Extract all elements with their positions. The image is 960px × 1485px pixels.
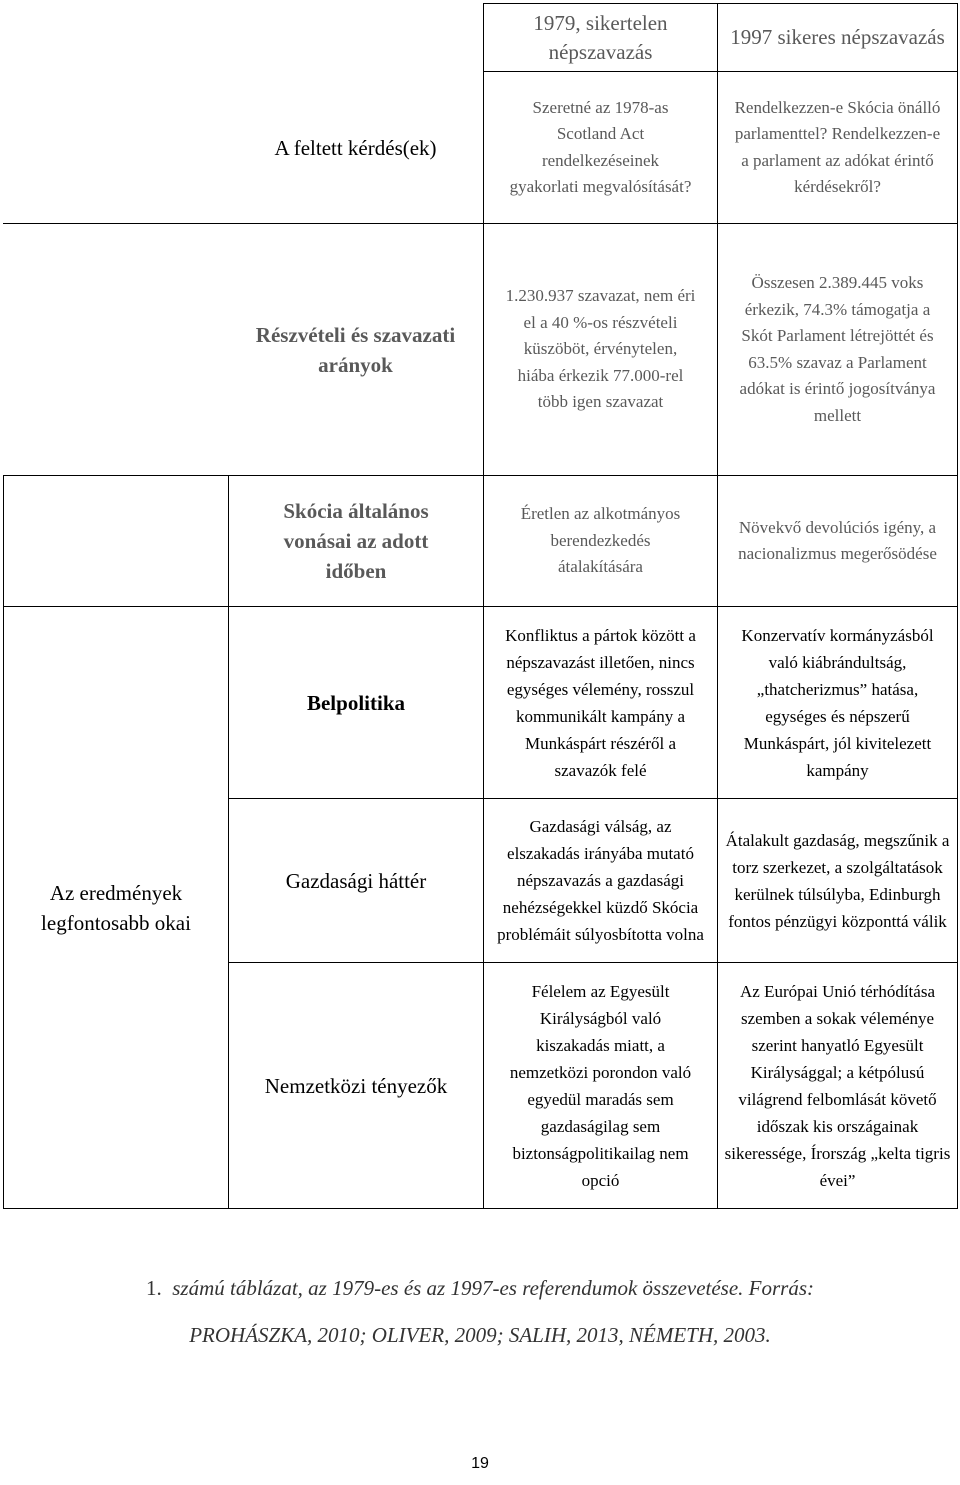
reasons-group-label-text: Az eredmények legfontosabb okai — [41, 880, 191, 935]
cell-economic-1997-text: Átalakult gazdaság, megszűnik a torz szerkezet, a szolgáltatások kerülnek túlsúlyba, Edinburgh fontos pénzügyi központtá válik — [725, 830, 950, 931]
caption-text-line1: számú táblázat, az 1979-es és az 1997-es referendumok összevetése. Forrás: — [172, 1276, 815, 1300]
table-caption-line1 — [0, 1269, 960, 1307]
cell-economic-1979-text: Gazdasági válság, az elszakadás irányába mutató népszavazás a gazdasági nehézségekkel küzdő Skócia problémáit súlyosbította volna — [497, 817, 704, 944]
caption-text-line2: PROHÁSZKA, 2010; OLIVER, 2009; SALIH, 2013, NÉMETH, 2003. — [189, 1323, 771, 1347]
table-border — [957, 3, 958, 1209]
header-1979-text: 1979, sikertelen népszavazás — [533, 10, 668, 64]
table-border-bottom — [3, 1208, 958, 1209]
cell-domestic-1979 — [484, 607, 717, 798]
cell-domestic-1979-text: Konfliktus a pártok között a népszavazást illetően, nincs egységes vélemény, rosszul kommunikált kampány a Munkáspárt részéről a szavazók felé — [505, 625, 696, 780]
row-label-domestic-text: Belpolitika — [306, 690, 406, 715]
table-caption-line2 — [0, 1316, 960, 1354]
row-label-economic-text: Gazdasági háttér — [285, 868, 427, 893]
cell-domestic-1997-text: Konzervatív kormányzásból való kiábrándultság, „thatcherizmus” hatása, egységes és népszerű Munkáspárt, jól kivitelezett kampány — [741, 625, 934, 780]
cell-participation-1979-text: 1.230.937 szavazat, nem éri el a 40 %-os részvételi küszöböt, érvénytelen, hiába érkezik 77.000-rel több igen szavazat — [505, 286, 696, 412]
cell-international-1979-text: Félelem az Egyesült Királyságból való kiszakadás miatt, a nemzetközi porondon való egyedül maradás sem gazdaságilag sem biztonságpolitikailag nem opció — [509, 981, 692, 1190]
row-label-international-text: Nemzetközi tényezők — [264, 1073, 448, 1098]
cell-question-1997 — [718, 72, 957, 223]
cell-question-1979-text: Szeretné az 1978-as Scotland Act rendelkezéseinek gyakorlati megvalósítását? — [509, 97, 692, 196]
row-label-participation — [228, 224, 483, 475]
cell-international-1979 — [484, 963, 717, 1208]
cell-economic-1979 — [484, 799, 717, 962]
row-label-features-text: Skócia általános vonásai az adott időben — [283, 499, 429, 583]
cell-participation-1997 — [718, 224, 957, 475]
cell-international-1997-text: Az Európai Unió térhódítása szemben a sokak véleménye szerint hanyatló Egyesült Királysággal; a kétpólusú világrend felbomlását követő időszak kis országainak sikeressége, Írország „kelta tigris évei” — [724, 981, 951, 1190]
caption-number: 1. — [145, 1276, 162, 1300]
header-1997-text: 1997 sikeres népszavazás — [730, 25, 945, 49]
cell-features-1979-text: Éretlen az alkotmányos berendezkedés átalakítására — [520, 504, 681, 577]
header-1979 — [484, 4, 717, 71]
cell-participation-1979 — [484, 224, 717, 475]
row-label-question — [228, 72, 483, 223]
row-label-participation-text: Részvételi és szavazati arányok — [255, 322, 456, 377]
cell-participation-1997-text: Összesen 2.389.445 voks érkezik, 74.3% támogatja a Skót Parlament létrejöttét és 63.5% szavaz a Parlament adókat is érintő jogosítványa mellett — [739, 273, 936, 425]
row-label-question-text: A feltett kérdés(ek) — [274, 135, 437, 160]
page-number: 19 — [471, 1455, 489, 1472]
cell-question-1997-text: Rendelkezzen-e Skócia önálló parlamenttel? Rendelkezzen-e a parlament az adókat érintő kérdésekről? — [734, 97, 941, 196]
row-label-economic — [229, 799, 483, 962]
cell-features-1979 — [484, 476, 717, 606]
row-label-domestic — [229, 607, 483, 798]
cell-international-1997 — [718, 963, 957, 1208]
cell-domestic-1997 — [718, 607, 957, 798]
cell-economic-1997 — [718, 799, 957, 962]
cell-features-1997 — [718, 476, 957, 606]
header-1997 — [718, 4, 957, 71]
row-label-features — [229, 476, 483, 606]
cell-question-1979 — [484, 72, 717, 223]
reasons-group-label — [4, 607, 228, 1208]
row-label-international — [229, 963, 483, 1208]
cell-features-1997-text: Növekvő devolúciós igény, a nacionalizmus megerősödése — [738, 517, 937, 563]
